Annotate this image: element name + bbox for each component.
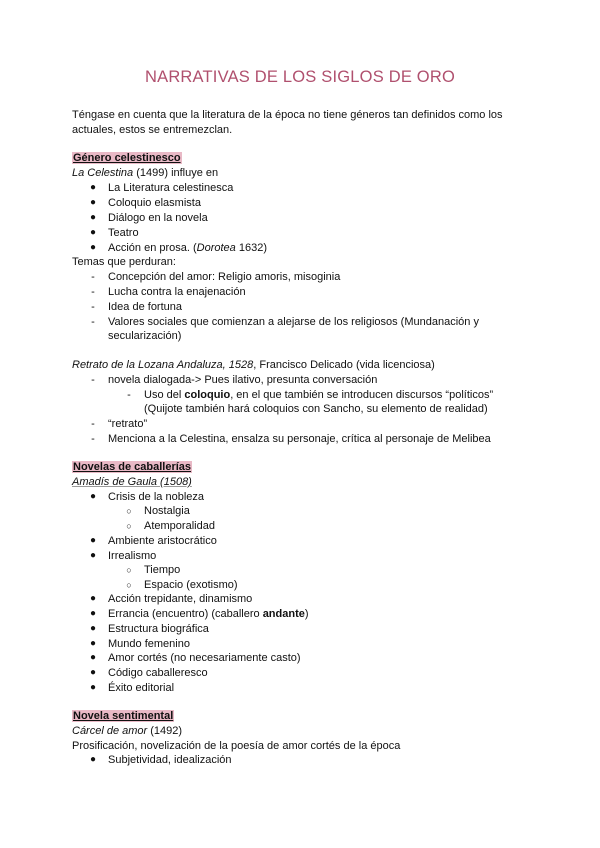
work-detail: , Francisco Delicado (vida licenciosa) (253, 359, 435, 371)
page-title: NARRATIVAS DE LOS SIGLOS DE ORO (145, 68, 455, 86)
sub-list-item: Espacio (exotismo) (144, 579, 238, 591)
list-item: Idea de fortuna (108, 301, 183, 313)
dash-icon: - (127, 389, 131, 401)
temas-label: Temas que perduran: (72, 256, 176, 268)
dash-icon: - (91, 286, 95, 298)
celestina-work-line (72, 166, 218, 180)
item-bold: andante (262, 608, 305, 620)
circle-bullet-icon: ○ (126, 506, 132, 516)
bullet-icon: ● (89, 623, 97, 634)
list-item: Coloquio elasmista (108, 197, 201, 209)
sentimental-description: Prosificación, novelización de la poesía de amor cortés de la época (72, 740, 401, 752)
list-item: Concepción del amor: Religio amoris, misoginia (108, 271, 341, 283)
sub-list-item: Nostalgia (144, 505, 190, 517)
circle-bullet-icon: ○ (126, 521, 132, 531)
bullet-icon: ● (89, 652, 97, 663)
bullet-icon: ● (89, 682, 97, 693)
list-item: Éxito editorial (108, 682, 175, 694)
lozana-work-line (72, 358, 435, 372)
carcel-work-line (72, 724, 182, 738)
circle-bullet-icon: ○ (126, 580, 132, 590)
work-title: La Celestina (72, 167, 134, 179)
circle-bullet-icon: ○ (126, 565, 132, 575)
bullet-icon: ● (89, 182, 97, 193)
item-bold: coloquio (184, 389, 231, 401)
bullet-icon: ● (89, 535, 97, 546)
sub-list-item-continuation: (Quijote también hará coloquios con Sancho, su elemento de realidad) (144, 403, 488, 415)
dash-icon: - (91, 418, 95, 430)
list-item: “retrato” (108, 418, 148, 430)
heading-highlight: Novela sentimental (73, 710, 174, 722)
list-item: novela dialogada-> Pues ilativo, presunta conversación (108, 374, 378, 386)
dash-icon: - (91, 374, 95, 386)
work-title: Cárcel de amor (72, 725, 148, 737)
dash-icon: - (91, 271, 95, 283)
list-item: La Literatura celestinesca (108, 182, 234, 194)
bullet-icon: ● (89, 227, 97, 238)
list-item: Lucha contra la enajenación (108, 286, 246, 298)
list-item: Menciona a la Celestina, ensalza su personaje, crítica al personaje de Melibea (108, 433, 491, 445)
item-italic: Dorotea (196, 242, 236, 254)
list-item: Diálogo en la novela (108, 212, 208, 224)
bullet-icon: ● (89, 638, 97, 649)
section-heading-caballerias (72, 460, 192, 474)
work-detail: (1499) influye en (133, 167, 219, 179)
bullet-icon: ● (89, 667, 97, 678)
bullet-icon: ● (89, 197, 97, 208)
work-detail: (1492) (147, 725, 183, 737)
bullet-icon: ● (89, 754, 97, 765)
list-item: Acción trepidante, dinamismo (108, 593, 253, 605)
bullet-icon: ● (89, 550, 97, 561)
item-text: Acción en prosa. ( (108, 242, 197, 254)
list-item: Irrealismo (108, 550, 157, 562)
heading-highlight: Novelas de caballerías (73, 461, 192, 473)
list-item (108, 241, 267, 255)
bullet-icon: ● (89, 242, 97, 253)
amadis-work-line: Amadís de Gaula (1508) (72, 476, 192, 488)
list-item: Ambiente aristocrático (108, 535, 217, 547)
item-text: ) (304, 608, 309, 620)
intro-line-2: actuales, estos se entremezclan. (72, 124, 233, 136)
bullet-icon: ● (89, 608, 97, 619)
item-text: , en el que también se introducen discursos “políticos” (230, 389, 494, 401)
sub-list-item (144, 388, 493, 402)
dash-icon: - (91, 316, 95, 328)
list-item: Teatro (108, 227, 139, 239)
item-text: Errancia (encuentro) (caballero (108, 608, 263, 620)
list-item (108, 607, 309, 621)
sub-list-item: Tiempo (144, 564, 181, 576)
item-text: 1632) (235, 242, 267, 254)
list-item: Código caballeresco (108, 667, 208, 679)
list-item: Subjetividad, idealización (108, 754, 232, 766)
item-text: Uso del (144, 389, 185, 401)
dash-icon: - (91, 301, 95, 313)
bullet-icon: ● (89, 491, 97, 502)
dash-icon: - (91, 433, 95, 445)
list-item: Amor cortés (no necesariamente casto) (108, 652, 301, 664)
list-item: Crisis de la nobleza (108, 491, 204, 503)
list-item-continuation: secularización) (108, 330, 182, 342)
section-heading-celestinesco (72, 151, 182, 165)
bullet-icon: ● (89, 593, 97, 604)
heading-highlight: Género celestinesco (73, 152, 181, 164)
intro-line-1: Téngase en cuenta que la literatura de la época no tiene géneros tan definidos como los (72, 109, 503, 121)
list-item: Estructura biográfica (108, 623, 209, 635)
list-item: Valores sociales que comienzan a alejarse de los religiosos (Mundanación y (108, 316, 479, 328)
list-item: Mundo femenino (108, 638, 190, 650)
sub-list-item: Atemporalidad (144, 520, 215, 532)
work-title: Retrato de la Lozana Andaluza, 1528 (72, 359, 254, 371)
bullet-icon: ● (89, 212, 97, 223)
section-heading-sentimental (72, 709, 174, 723)
